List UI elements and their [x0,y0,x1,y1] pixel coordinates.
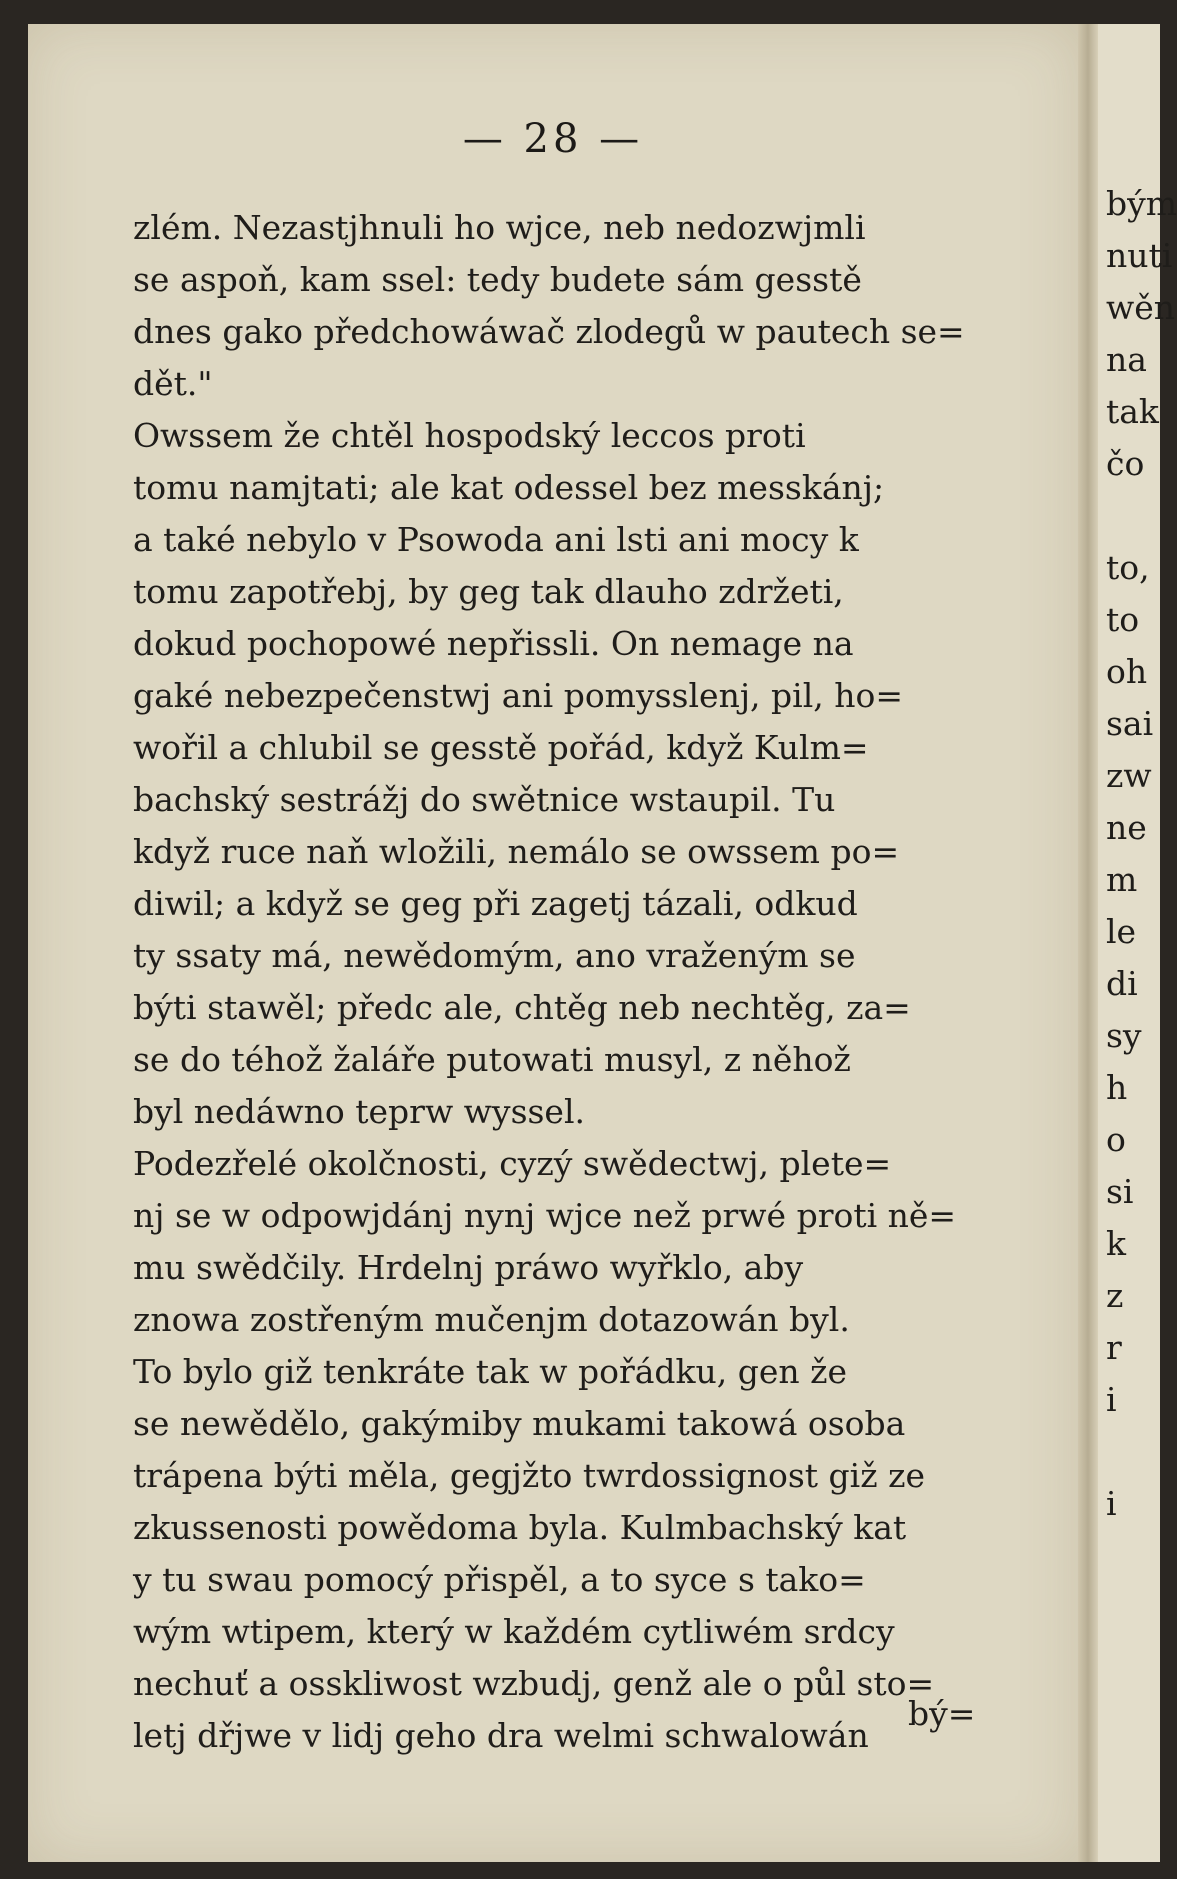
text-line: když ruce naň wložili, nemálo se owssem po= [133,832,900,871]
facing-page-fragment: le [1106,912,1137,951]
text-line: zlém. Nezastjhnuli ho wjce, neb nedozwjmli [133,208,866,247]
facing-page-fragment: oh [1106,652,1148,691]
text-line: diwil; a když se geg při zagetj tázali, odkud [133,884,858,923]
facing-page-fragment: tak [1106,392,1159,431]
facing-page-fragment: nuti [1106,236,1173,275]
text-line: se newědělo, gakýmiby mukami takowá osoba [133,1404,906,1443]
text-line: dokud pochopowé nepřissli. On nemage na [133,624,854,663]
facing-page-fragment: na [1106,340,1147,379]
text-line: letj dřjwe v lidj geho dra welmi schwalowán [133,1716,869,1755]
text-line: trápena býti měla, gegjžto twrdossignost giž ze [133,1456,925,1495]
text-line: dnes gako předchowáwač zlodegů w pautech se= [133,312,965,351]
facing-page-fragment: si [1106,1172,1134,1211]
text-line: To bylo giž tenkráte tak w pořádku, gen že [133,1352,848,1391]
text-line: zkussenosti powědoma byla. Kulmbachský kat [133,1508,907,1547]
facing-page-fragment: zw [1106,756,1152,795]
facing-page-fragment: i [1106,1380,1117,1419]
text-line: gaké nebezpečenstwj ani pomysslenj, pil, ho= [133,676,904,715]
facing-page-fragment: m [1106,860,1138,899]
book-gutter [1078,24,1098,1862]
facing-page-fragment: to, [1106,548,1150,587]
text-line: nechuť a osskliwost wzbudj, genž ale o půl sto= [133,1664,935,1703]
facing-page-fragment: to [1106,600,1140,639]
text-line: Owssem že chtěl hospodský leccos proti [133,416,806,455]
page-number: — 28 — [462,116,644,162]
text-line: wořil a chlubil se gesstě pořád, když Kulm= [133,728,869,767]
facing-page-fragment: di [1106,964,1138,1003]
body-text [133,202,1053,1762]
catchword: bý= [908,1694,976,1733]
text-line: Podezřelé okolčnosti, cyzý swědectwj, plete= [133,1144,892,1183]
text-line: znowa zostřeným mučenjm dotazowán byl. [133,1300,850,1339]
facing-page-fragment: sai [1106,704,1154,743]
text-line: a také nebylo v Psowoda ani lsti ani mocy k [133,520,859,559]
text-line: nj se w odpowjdánj nynj wjce než prwé proti ně= [133,1196,957,1235]
facing-page-fragment: r [1106,1328,1122,1367]
book-page [28,24,1078,1862]
text-line: se do téhož žaláře putowati musyl, z něhož [133,1040,851,1079]
facing-page-fragment: čo [1106,444,1145,483]
text-line: býti stawěl; předc ale, chtěg neb nechtěg, za= [133,988,911,1027]
text-line: tomu namjtati; ale kat odessel bez messkánj; [133,468,885,507]
text-line: y tu swau pomocý přispěl, a to syce s tako= [133,1560,866,1599]
facing-page-fragment: i [1106,1484,1117,1523]
facing-page-fragment: z [1106,1276,1124,1315]
text-line: wým wtipem, který w každém cytliwém srdcy [133,1612,895,1651]
facing-page-text [1098,178,1177,1530]
facing-page-fragment: ne [1106,808,1147,847]
text-line: ty ssaty má, newědomým, ano vraženým se [133,936,856,975]
facing-page-fragment: h [1106,1068,1128,1107]
facing-page-fragment [1098,1426,1177,1478]
facing-page-fragment: wěn [1106,288,1176,327]
text-line: dět." [133,364,213,403]
text-line: se aspoň, kam ssel: tedy budete sám gesstě [133,260,862,299]
facing-page-fragment: bým [1106,184,1177,223]
text-line: tomu zapotřebj, by geg tak dlauho zdržeti, [133,572,844,611]
facing-page-fragment: k [1106,1224,1126,1263]
text-line: byl nedáwno teprw wyssel. [133,1092,586,1131]
facing-page-edge [1098,24,1177,1862]
facing-page-fragment: sy [1106,1016,1142,1055]
text-line: bachský sestrážj do swětnice wstaupil. Tu [133,780,836,819]
facing-page-fragment [1098,490,1177,542]
facing-page-fragment: o [1106,1120,1126,1159]
text-line: mu swědčily. Hrdelnj práwo wyřklo, aby [133,1248,804,1287]
